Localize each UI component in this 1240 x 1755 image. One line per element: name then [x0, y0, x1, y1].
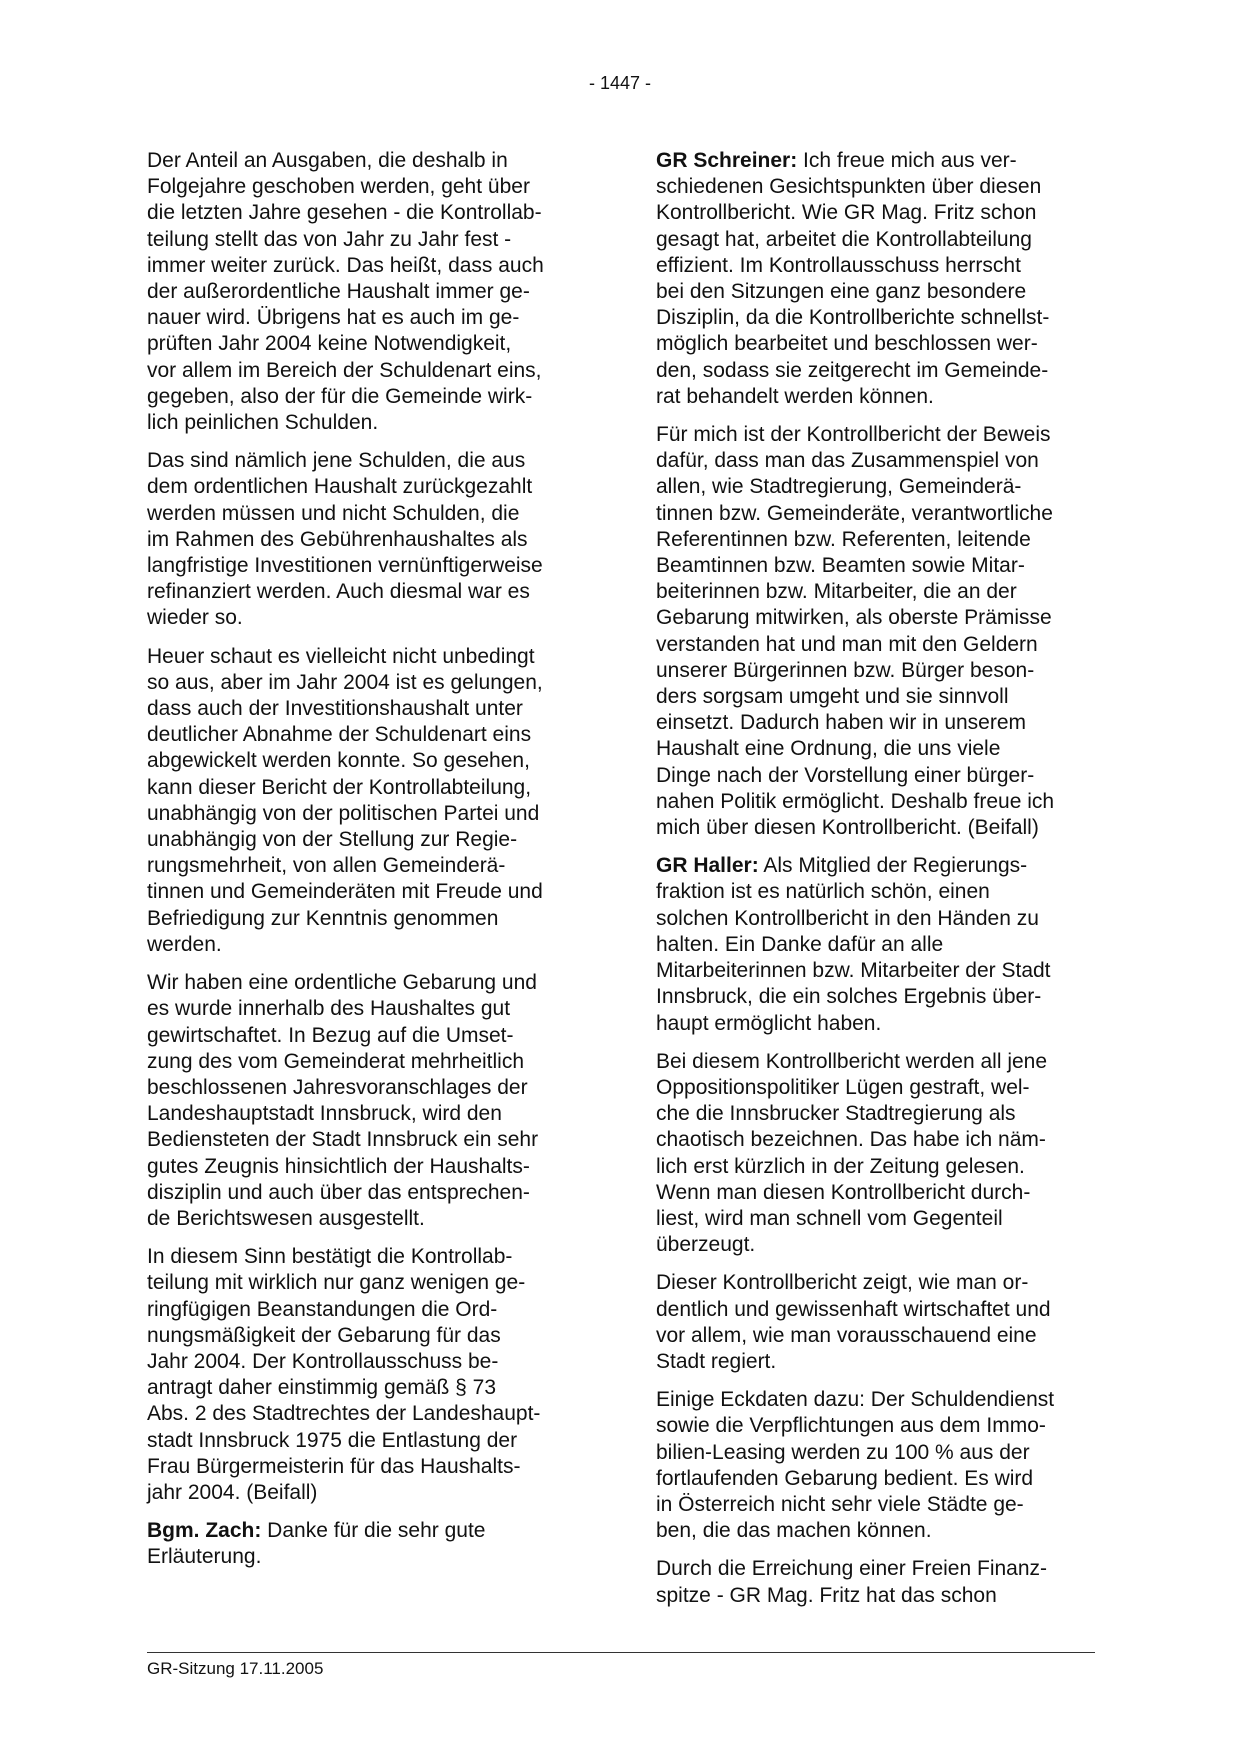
text-line: [656, 632, 1101, 658]
line-text: de Berichtswesen ausgestellt.: [147, 1206, 425, 1230]
line-text: Haushalt eine Ordnung, die uns viele: [656, 737, 1001, 761]
line-text: zung des vom Gemeinderat mehrheitlich: [147, 1049, 525, 1073]
line-text: Kontrollbericht. Wie GR Mag. Fritz schon: [656, 201, 1037, 225]
line-text: Der Anteil an Ausgaben, die deshalb in: [147, 149, 508, 172]
text-line: [656, 1518, 1101, 1544]
line-text: tinnen bzw. Gemeinderäte, verantwortliche: [656, 501, 1053, 525]
line-text: dafür, dass man das Zusammenspiel von: [656, 449, 1039, 473]
text-line: [656, 1583, 1101, 1609]
text-line: [147, 384, 592, 410]
line-text: rungsmehrheit, von allen Gemeinderä-: [147, 854, 506, 878]
line-text: spitze - GR Mag. Fritz hat das schon: [656, 1583, 997, 1607]
line-text: In diesem Sinn bestätigt die Kontrollab-: [147, 1245, 513, 1269]
line-text: abgewickelt werden konnte. So gesehen,: [147, 749, 530, 773]
line-text: che die Innsbrucker Stadtregierung als: [656, 1102, 1016, 1126]
line-text: mich über diesen Kontrollbericht. (Beifall): [656, 816, 1039, 840]
text-line: [147, 579, 592, 605]
text-line: [656, 1232, 1101, 1258]
line-text: Wenn man diesen Kontrollbericht durch-: [656, 1180, 1031, 1204]
line-text: es wurde innerhalb des Haushaltes gut: [147, 997, 511, 1021]
text-line: [147, 1049, 592, 1075]
left-column: [147, 148, 592, 1583]
footer-session-date: GR-Sitzung 17.11.2005: [147, 1659, 324, 1678]
text-line: [656, 932, 1101, 958]
text-line: [147, 1349, 592, 1375]
text-line: [147, 1154, 592, 1180]
line-text: Disziplin, da die Kontrollberichte schnellst-: [656, 306, 1050, 330]
text-line: [656, 658, 1101, 684]
line-text: Landeshauptstadt Innsbruck, wird den: [147, 1102, 502, 1126]
line-text: vor allem im Bereich der Schuldenart eins,: [147, 358, 542, 382]
text-line: [656, 384, 1101, 410]
line-text: unabhängig von der politischen Partei und: [147, 801, 540, 825]
text-line: [656, 148, 1101, 174]
text-line: [147, 801, 592, 827]
line-text: wieder so.: [147, 606, 243, 630]
line-text: Gebarung mitwirken, als oberste Prämisse: [656, 606, 1052, 630]
text-line: [147, 527, 592, 553]
speaker-name: GR Haller:: [656, 854, 759, 878]
line-text: Ich freue mich aus ver-: [797, 149, 1017, 172]
text-line: [147, 358, 592, 384]
text-line: [147, 253, 592, 279]
text-line: [656, 253, 1101, 279]
line-text: allen, wie Stadtregierung, Gemeinderä-: [656, 475, 1022, 499]
line-text: vor allem, wie man vorausschauend eine: [656, 1323, 1037, 1347]
text-line: [656, 579, 1101, 605]
line-text: liest, wird man schnell vom Gegenteil: [656, 1206, 1003, 1230]
text-line: [147, 879, 592, 905]
line-text: Durch die Erreichung einer Freien Finanz-: [656, 1557, 1048, 1581]
line-text: jahr 2004. (Beifall): [147, 1480, 318, 1504]
text-line: [656, 958, 1101, 984]
text-line: [656, 1297, 1101, 1323]
line-text: ringfügigen Beanstandungen die Ord-: [147, 1297, 498, 1321]
paragraph: [147, 148, 592, 436]
line-text: lich erst kürzlich in der Zeitung gelesen.: [656, 1154, 1025, 1178]
line-text: tinnen und Gemeinderäten mit Freude und: [147, 880, 543, 904]
text-line: [147, 853, 592, 879]
text-line: [656, 710, 1101, 736]
line-text: haupt ermöglicht haben.: [656, 1011, 882, 1035]
text-line: [656, 1206, 1101, 1232]
paragraph: [656, 422, 1101, 841]
text-line: [147, 722, 592, 748]
line-text: so aus, aber im Jahr 2004 ist es gelungen,: [147, 670, 543, 694]
text-line: [147, 827, 592, 853]
line-text: gesagt hat, arbeitet die Kontrollabteilung: [656, 227, 1032, 251]
line-text: unserer Bürgerinnen bzw. Bürger beson-: [656, 658, 1035, 682]
line-text: Bediensteten der Stadt Innsbruck ein sehr: [147, 1128, 539, 1152]
line-text: deutlicher Abnahme der Schuldenart eins: [147, 723, 532, 747]
text-line: [147, 474, 592, 500]
line-text: Abs. 2 des Stadtrechtes der Landeshaupt-: [147, 1402, 541, 1426]
line-text: Jahr 2004. Der Kontrollausschuss be-: [147, 1349, 499, 1373]
line-text: Folgejahre geschoben werden, geht über: [147, 175, 530, 199]
text-line: [147, 1101, 592, 1127]
text-line: [656, 1270, 1101, 1296]
line-text: langfristige Investitionen vernünftigerweise: [147, 554, 543, 578]
text-line: [147, 1480, 592, 1506]
line-text: antragt daher einstimmig gemäß § 73: [147, 1376, 497, 1400]
text-line: [656, 879, 1101, 905]
line-text: schiedenen Gesichtspunkten über diesen: [656, 175, 1042, 199]
line-text: bilien-Leasing werden zu 100 % aus der: [656, 1440, 1030, 1464]
right-column: [656, 148, 1101, 1621]
line-text: Innsbruck, die ein solches Ergebnis über-: [656, 985, 1042, 1009]
text-line: [656, 305, 1101, 331]
text-line: [656, 1387, 1101, 1413]
paragraph: [656, 1387, 1101, 1544]
text-line: [147, 1206, 592, 1232]
text-line: [147, 1401, 592, 1427]
footer-divider: [147, 1652, 1095, 1653]
line-text: gegeben, also der für die Gemeinde wirk-: [147, 384, 533, 408]
line-text: fraktion ist es natürlich schön, einen: [656, 880, 990, 904]
text-line: [656, 1492, 1101, 1518]
text-line: [147, 670, 592, 696]
text-line: [147, 1518, 592, 1544]
paragraph: [656, 1556, 1101, 1608]
text-line: [656, 174, 1101, 200]
text-line: [147, 227, 592, 253]
line-text: Befriedigung zur Kenntnis genommen: [147, 906, 499, 930]
line-text: den, sodass sie zeitgerecht im Gemeinde-: [656, 358, 1049, 382]
line-text: kann dieser Bericht der Kontrollabteilung,: [147, 775, 532, 799]
text-line: [147, 1297, 592, 1323]
line-text: bei den Sitzungen eine ganz besondere: [656, 280, 1027, 304]
text-line: [656, 1049, 1101, 1075]
line-text: Oppositionspolitiker Lügen gestraft, wel-: [656, 1075, 1030, 1099]
text-line: [147, 1180, 592, 1206]
text-line: [656, 736, 1101, 762]
line-text: der außerordentliche Haushalt immer ge-: [147, 280, 530, 304]
text-line: [147, 148, 592, 174]
paragraph: [147, 448, 592, 631]
line-text: beschlossenen Jahresvoranschlages der: [147, 1075, 528, 1099]
text-line: [656, 1154, 1101, 1180]
line-text: effizient. Im Kontrollausschuss herrscht: [656, 253, 1021, 277]
line-text: prüften Jahr 2004 keine Notwendigkeit,: [147, 332, 512, 356]
line-text: nahen Politik ermöglicht. Deshalb freue ich: [656, 789, 1055, 813]
line-text: Referentinnen bzw. Referenten, leitende: [656, 527, 1031, 551]
text-line: [656, 984, 1101, 1010]
line-text: teilung stellt das von Jahr zu Jahr fest -: [147, 227, 512, 251]
text-line: [656, 1556, 1101, 1582]
text-line: [656, 605, 1101, 631]
text-line: [656, 1349, 1101, 1375]
text-line: [147, 696, 592, 722]
text-line: [147, 174, 592, 200]
line-text: Als Mitglied der Regierungs-: [758, 854, 1028, 878]
text-line: [656, 763, 1101, 789]
text-line: [656, 227, 1101, 253]
paragraph: [147, 1518, 592, 1570]
line-text: fortlaufenden Gebarung bedient. Es wird: [656, 1466, 1034, 1490]
text-line: [147, 644, 592, 670]
text-line: [656, 331, 1101, 357]
line-text: ben, die das machen können.: [656, 1519, 932, 1543]
line-text: Das sind nämlich jene Schulden, die aus: [147, 449, 526, 473]
text-line: [656, 815, 1101, 841]
text-line: [656, 448, 1101, 474]
text-line: [656, 1011, 1101, 1037]
text-line: [147, 996, 592, 1022]
text-line: [147, 932, 592, 958]
text-line: [147, 906, 592, 932]
line-text: gutes Zeugnis hinsichtlich der Haushalts-: [147, 1154, 530, 1178]
text-line: [656, 1413, 1101, 1439]
paragraph: [147, 1244, 592, 1506]
paragraph: [656, 1270, 1101, 1375]
line-text: im Rahmen des Gebührenhaushaltes als: [147, 527, 528, 551]
line-text: dass auch der Investitionshaushalt unter: [147, 697, 523, 721]
text-line: [656, 1127, 1101, 1153]
text-line: [147, 1428, 592, 1454]
line-text: solchen Kontrollbericht in den Händen zu: [656, 906, 1039, 930]
line-text: Wir haben eine ordentliche Gebarung und: [147, 971, 537, 995]
line-text: lich peinlichen Schulden.: [147, 411, 379, 435]
text-line: [656, 1180, 1101, 1206]
line-text: teilung mit wirklich nur ganz wenigen ge-: [147, 1271, 526, 1295]
line-text: stadt Innsbruck 1975 die Entlastung der: [147, 1428, 518, 1452]
line-text: Dinge nach der Vorstellung einer bürger-: [656, 763, 1035, 787]
line-text: disziplin und auch über das entsprechen-: [147, 1180, 530, 1204]
line-text: dentlich und gewissenhaft wirtschaftet und: [656, 1297, 1051, 1321]
line-text: die letzten Jahre gesehen - die Kontrollab-: [147, 201, 542, 225]
text-line: [147, 305, 592, 331]
text-line: [656, 789, 1101, 815]
text-line: [147, 448, 592, 474]
line-text: Für mich ist der Kontrollbericht der Beweis: [656, 423, 1051, 447]
text-line: [656, 200, 1101, 226]
text-line: [147, 1544, 592, 1570]
text-line: [147, 1075, 592, 1101]
text-line: [147, 410, 592, 436]
text-line: [656, 1466, 1101, 1492]
text-line: [656, 1075, 1101, 1101]
text-line: [656, 279, 1101, 305]
text-line: [656, 853, 1101, 879]
text-line: [656, 1323, 1101, 1349]
line-text: immer weiter zurück. Das heißt, dass auch: [147, 253, 544, 277]
text-line: [147, 1127, 592, 1153]
text-line: [147, 1244, 592, 1270]
line-text: in Österreich nicht sehr viele Städte ge-: [656, 1492, 1024, 1516]
text-line: [656, 1101, 1101, 1127]
line-text: möglich bearbeitet und beschlossen wer-: [656, 332, 1038, 356]
text-line: [656, 1440, 1101, 1466]
line-text: refinanziert werden. Auch diesmal war es: [147, 580, 530, 604]
line-text: Stadt regiert.: [656, 1349, 777, 1373]
text-line: [147, 775, 592, 801]
line-text: Danke für die sehr gute: [261, 1519, 486, 1543]
speaker-name: GR Schreiner:: [656, 149, 798, 172]
text-line: [147, 1375, 592, 1401]
line-text: Einige Eckdaten dazu: Der Schuldendienst: [656, 1388, 1055, 1412]
text-line: [147, 1270, 592, 1296]
text-line: [656, 422, 1101, 448]
line-text: überzeugt.: [656, 1233, 756, 1257]
line-text: gewirtschaftet. In Bezug auf die Umset-: [147, 1023, 514, 1047]
paragraph: [656, 853, 1101, 1036]
speaker-name: Bgm. Zach:: [147, 1519, 262, 1543]
line-text: rat behandelt werden können.: [656, 384, 934, 408]
page-number: - 1447 -: [588, 73, 652, 93]
line-text: werden müssen und nicht Schulden, die: [147, 501, 520, 525]
line-text: werden.: [147, 932, 222, 956]
text-line: [147, 501, 592, 527]
text-line: [656, 684, 1101, 710]
text-line: [656, 501, 1101, 527]
line-text: halten. Ein Danke dafür an alle: [656, 932, 944, 956]
line-text: sowie die Verpflichtungen aus dem Immo-: [656, 1414, 1046, 1438]
line-text: Heuer schaut es vielleicht nicht unbedingt: [147, 644, 535, 668]
text-line: [656, 553, 1101, 579]
line-text: verstanden hat und man mit den Geldern: [656, 632, 1038, 656]
line-text: Dieser Kontrollbericht zeigt, wie man or-: [656, 1271, 1029, 1295]
line-text: nauer wird. Übrigens hat es auch im ge-: [147, 306, 520, 330]
line-text: Mitarbeiterinnen bzw. Mitarbeiter der Stadt: [656, 959, 1051, 983]
line-text: Frau Bürgermeisterin für das Haushalts-: [147, 1454, 521, 1478]
text-line: [147, 1454, 592, 1480]
paragraph: [147, 644, 592, 958]
text-line: [147, 279, 592, 305]
paragraph: [147, 970, 592, 1232]
line-text: nungsmäßigkeit der Gebarung für das: [147, 1323, 501, 1347]
line-text: dem ordentlichen Haushalt zurückgezahlt: [147, 475, 533, 499]
text-line: [147, 553, 592, 579]
text-line: [656, 474, 1101, 500]
line-text: Erläuterung.: [147, 1545, 262, 1569]
text-line: [147, 1323, 592, 1349]
text-line: [147, 605, 592, 631]
line-text: ders sorgsam umgeht und sie sinnvoll: [656, 685, 1009, 709]
line-text: chaotisch bezeichnen. Das habe ich näm-: [656, 1128, 1046, 1152]
line-text: unabhängig von der Stellung zur Regie-: [147, 828, 518, 852]
text-line: [656, 527, 1101, 553]
paragraph: [656, 148, 1101, 410]
line-text: einsetzt. Dadurch haben wir in unserem: [656, 711, 1027, 735]
text-line: [147, 1023, 592, 1049]
paragraph: [656, 1049, 1101, 1259]
line-text: Bei diesem Kontrollbericht werden all jene: [656, 1049, 1048, 1073]
text-line: [147, 748, 592, 774]
text-line: [147, 970, 592, 996]
text-line: [656, 358, 1101, 384]
text-line: [147, 200, 592, 226]
text-line: [147, 331, 592, 357]
line-text: beiterinnen bzw. Mitarbeiter, die an der: [656, 580, 1017, 604]
text-line: [656, 906, 1101, 932]
line-text: Beamtinnen bzw. Beamten sowie Mitar-: [656, 554, 1025, 578]
